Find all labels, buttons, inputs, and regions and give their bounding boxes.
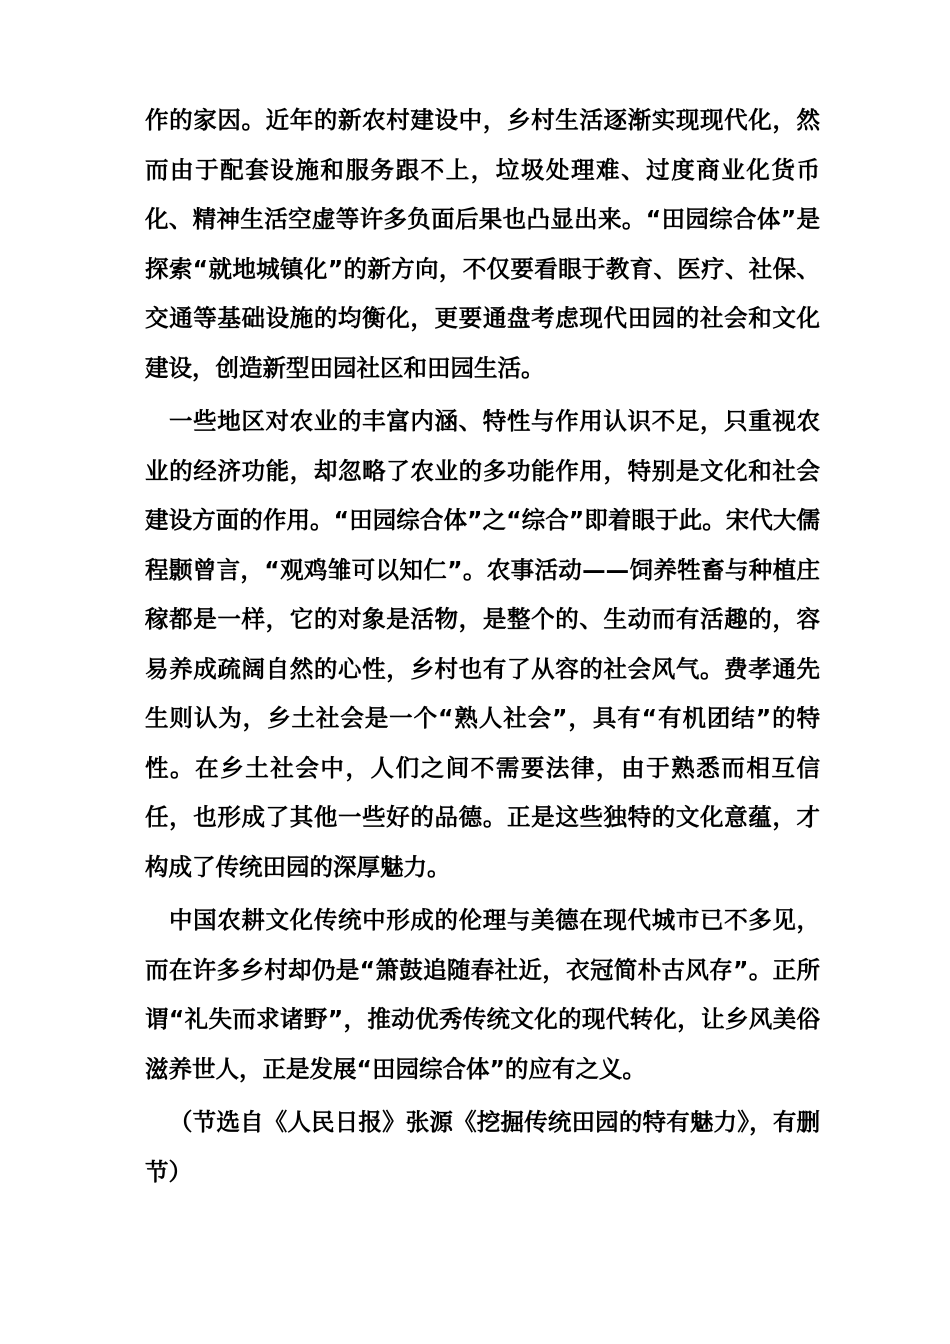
source-citation: （节选自《人民日报》张源《挖掘传统田园的特有魅力》，有删节） <box>145 1108 820 1186</box>
paragraph-continuation: 作的家因。近年的新农村建设中，乡村生活逐渐实现现代化，然而由于配套设施和服务跟不上，垃圾处理难、过度商业化货币化、精神生活空虚等许多负面后果也凸显出来。“田园综合体”是探索“就地城镇化”的新方向，不仅要看眼于教育、医疗、社保、交通等基础设施的均衡化，更要通盘考虑现代田园的社会和文化建设，创造新型田园社区和田园生活。 <box>145 106 820 382</box>
paragraph-farming-ethics: 中国农耕文化传统中形成的伦理与美德在现代城市已不多见，而在许多乡村却仍是“箫鼓追随春社近，衣冠简朴古风存”。正所谓“礼失而求诸野”，推动优秀传统文化的现代转化，让乡风美俗滋养世人，正是发展“田园综合体”的应有之义。 <box>145 906 820 1083</box>
article-body <box>145 96 820 1197</box>
paragraph-agriculture-culture: 一些地区对农业的丰富内涵、特性与作用认识不足，只重视农业的经济功能，却忽略了农业的多功能作用，特别是文化和社会建设方面的作用。“田园综合体”之“综合”即着眼于此。宋代大儒程颢曾言，“观鸡雏可以知仁”。农事活动——饲养牲畜与种植庄稼都是一样，它的对象是活物，是整个的、生动而有活趣的，容易养成疏阔自然的心性，乡村也有了从容的社会风气。费孝通先生则认为，乡土社会是一个“熟人社会”，具有“有机团结”的特性。在乡土社会中，人们之间不需要法律，由于熟悉而相互信任，也形成了其他一些好的品德。正是这些独特的文化意蕴，才构成了传统田园的深厚魅力。 <box>145 407 820 881</box>
